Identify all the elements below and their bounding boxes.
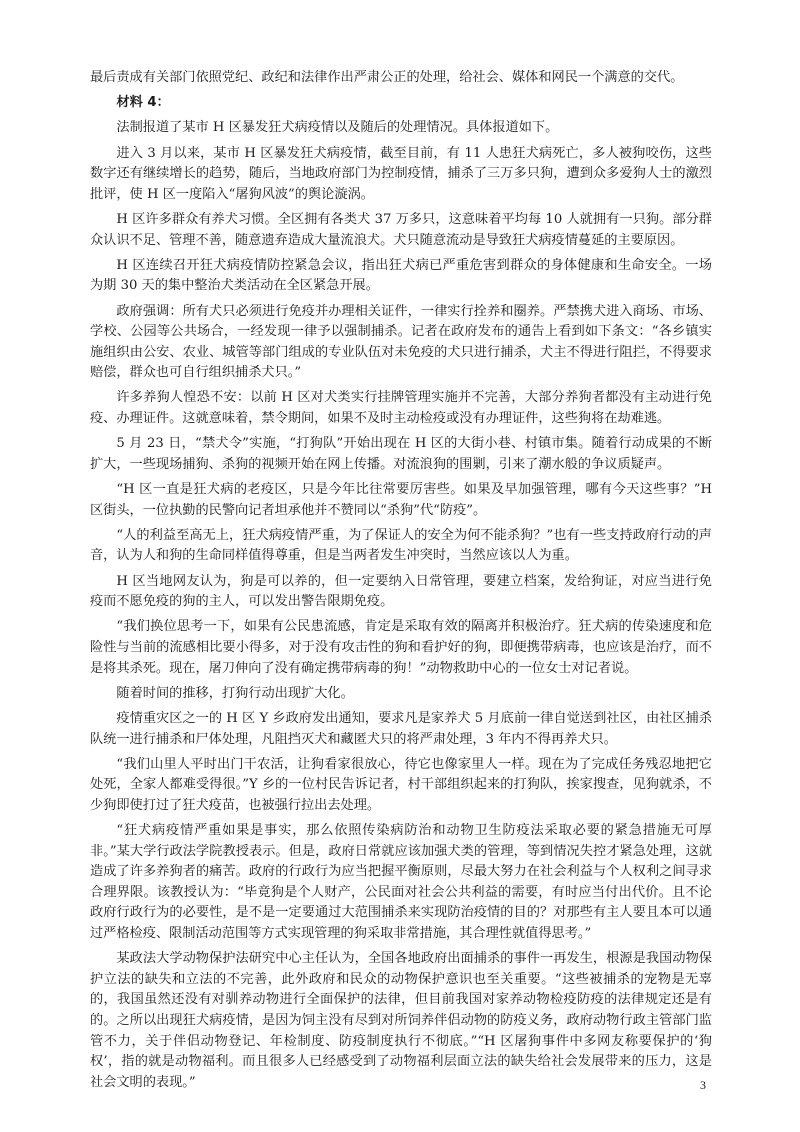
paragraph: H 区当地网友认为，狗是可以养的，但一定要纳入日常管理，要建立档案，发给狗证，对应当进行免疫而不愿免疫的狗的主人，可以发出警告限期免疫。 xyxy=(90,573,712,610)
paragraph: “狂犬病疫情严重如果是事实，那么依照传染病防治和动物卫生防疫法采取必要的紧急措施无可厚非。”某大学行政法学院教授表示。但是，政府日常就应该加强犬类的管理，等到情况失控才紧急处理，这就造成了许多养狗者的痛苦。政府的行政行为应当把握平衡原则，尽最大努力在社会利益与个人权利之间寻求合理界限。该教授认为：“毕竟狗是个人财产，公民面对社会公共利益的需要，有时应当付出代价。且不论政府行政行为的必要性，是不是一定要通过大范围捕杀来实现防治疫情的目的？对那些有主人要且本可以通过严格检疫、限制活动范围等方式实现管理的狗采取非常措施，其合理性就值得思考。” xyxy=(90,823,712,942)
page-number: 3 xyxy=(700,1078,706,1092)
paragraph: 政府强调：所有犬只必须进行免疫并办理相关证件，一律实行拴养和圈养。严禁携犬进入商场、市场、学校、公园等公共场合，一经发现一律予以强制捕杀。记者在政府发布的通告上看到如下条文：“各乡镇实施组织由公安、农业、城管等部门组成的专业队伍对未免疫的犬只进行捕杀，犬主不得进行阻拦，不得要求赔偿，群众也可自行组织捕杀犬只。” xyxy=(90,303,712,381)
document-body xyxy=(90,68,712,1098)
paragraph: “我们山里人平时出门干农活，让狗看家很放心，待它也像家里人一样。现在为了完成任务残忍地把它处死，全家人都难受得很。”Y 乡的一位村民告诉记者，村干部组织起来的打狗队，挨家搜查，见狗就杀，不少狗即使打过了狂犬疫苗，也被强行拉出去处理。 xyxy=(90,756,712,813)
paragraph: 5 月 23 日，“禁犬令”实施，“打狗队”开始出现在 H 区的大街小巷、村镇市集。随着行动成果的不断扩大，一些现场捕狗、杀狗的视频开始在网上传播。对流浪狗的围剿，引来了潮水般的争议质疑声。 xyxy=(90,436,712,472)
paragraph: 进入 3 月以来，某市 H 区暴发狂犬病疫情，截至目前，有 11 人患狂犬病死亡，多人被狗咬伤，这些数字还有继续增长的趋势，随后，当地政府部门为控制疫情，捕杀了三万多只狗，遭到众多爱狗人士的激烈批评，使 H 区一度陷入“屠狗风波”的舆论漩涡。 xyxy=(90,145,712,202)
paragraph: 随着时间的推移，打狗行动出现扩大化。 xyxy=(116,685,354,701)
paragraph: “人的利益至高无上，狂犬病疫情严重，为了保证人的安全为何不能杀狗？”也有一些支持政府行动的声音，认为人和狗的生命同样值得尊重，但是当两者发生冲突时，当然应该以人为重。 xyxy=(90,527,712,564)
paragraph: “H 区一直是狂犬病的老疫区，只是今年比往常要厉害些。如果及早加强管理，哪有今天这些事？”H 区街头，一位执勤的民警向记者坦承他并不赞同以“杀狗”代“防疫”。 xyxy=(90,482,712,518)
paragraph: H 区连续召开狂犬病疫情防控紧急会议，指出狂犬病已严重危害到群众的身体健康和生命安全。一场为期 30 天的集中整治犬类活动在全区紧急开展。 xyxy=(90,257,712,294)
intro-paragraph: 最后责成有关部门依照党纪、政纪和法律作出严肃公正的处理，给社会、媒体和网民一个满意的交代。 xyxy=(90,70,684,85)
paragraph: 疫情重灾区之一的 H 区 Y 乡政府发出通知，要求凡是家养犬 5 月底前一律自觉送到社区，由社区捕杀队统一进行捕杀和尸体处理，凡阻挡灭犬和藏匿犬只的将严肃处理，3 年内不得再养犬只。 xyxy=(90,710,712,747)
paragraph: H 区许多群众有养犬习惯。全区拥有各类犬 37 万多只，这意味着平均每 10 人就拥有一只狗。部分群众认识不足、管理不善，随意遗弃造成大量流浪犬。犬只随意流动是导致狂犬病疫情蔓延的主要原因。 xyxy=(90,211,712,248)
paragraph: 许多养狗人惶恐不安：以前 H 区对犬类实行挂牌管理实施并不完善，大部分养狗者都没有主动进行免疫、办理证件。这就意味着，禁令期间，如果不及时主动检疫或没有办理证件，这些狗将在劫难逃。 xyxy=(90,390,712,427)
section-heading: 材料 4： xyxy=(116,95,170,111)
paragraph: “我们换位思考一下，如果有公民患流感，肯定是采取有效的隔离并积极治疗。狂犬病的传染速度和危险性与当前的流感相比要小得多，对于没有攻击性的狗和看护好的狗，即便携带病毒，也应该是治疗，而不是将其杀死。现在，屠刀伸向了没有确定携带病毒的狗！”动物救助中心的一位女士对记者说。 xyxy=(90,619,712,676)
paragraph: 法制报道了某市 H 区暴发狂犬病疫情以及随后的处理情况。具体报道如下。 xyxy=(116,120,559,136)
paragraph: 某政法大学动物保护法研究中心主任认为，全国各地政府出面捕杀的事件一再发生，根源是我国动物保护立法的缺失和立法的不完善，此外政府和民众的动物保护意识也至关重要。“这些被捕杀的宠物是无辜的，我国虽然还没有对驯养动物进行全面保护的法律，但目前我国对家养动物检疫防疫的法律规定还是有的。之所以出现狂犬病疫情，是因为饲主没有尽到对所饲养伴侣动物的防疫义务，政府动物行政主管部门监管不力，关于伴侣动物登记、年检制度、防疫制度执行不彻底。”“H 区屠狗事件中多网友称要保护的‘狗权’，指的就是动物福利。而且很多人已经感受到了动物福利层面立法的缺失给社会发展带来的压力，这是社会文明的表现。” xyxy=(90,951,712,1090)
